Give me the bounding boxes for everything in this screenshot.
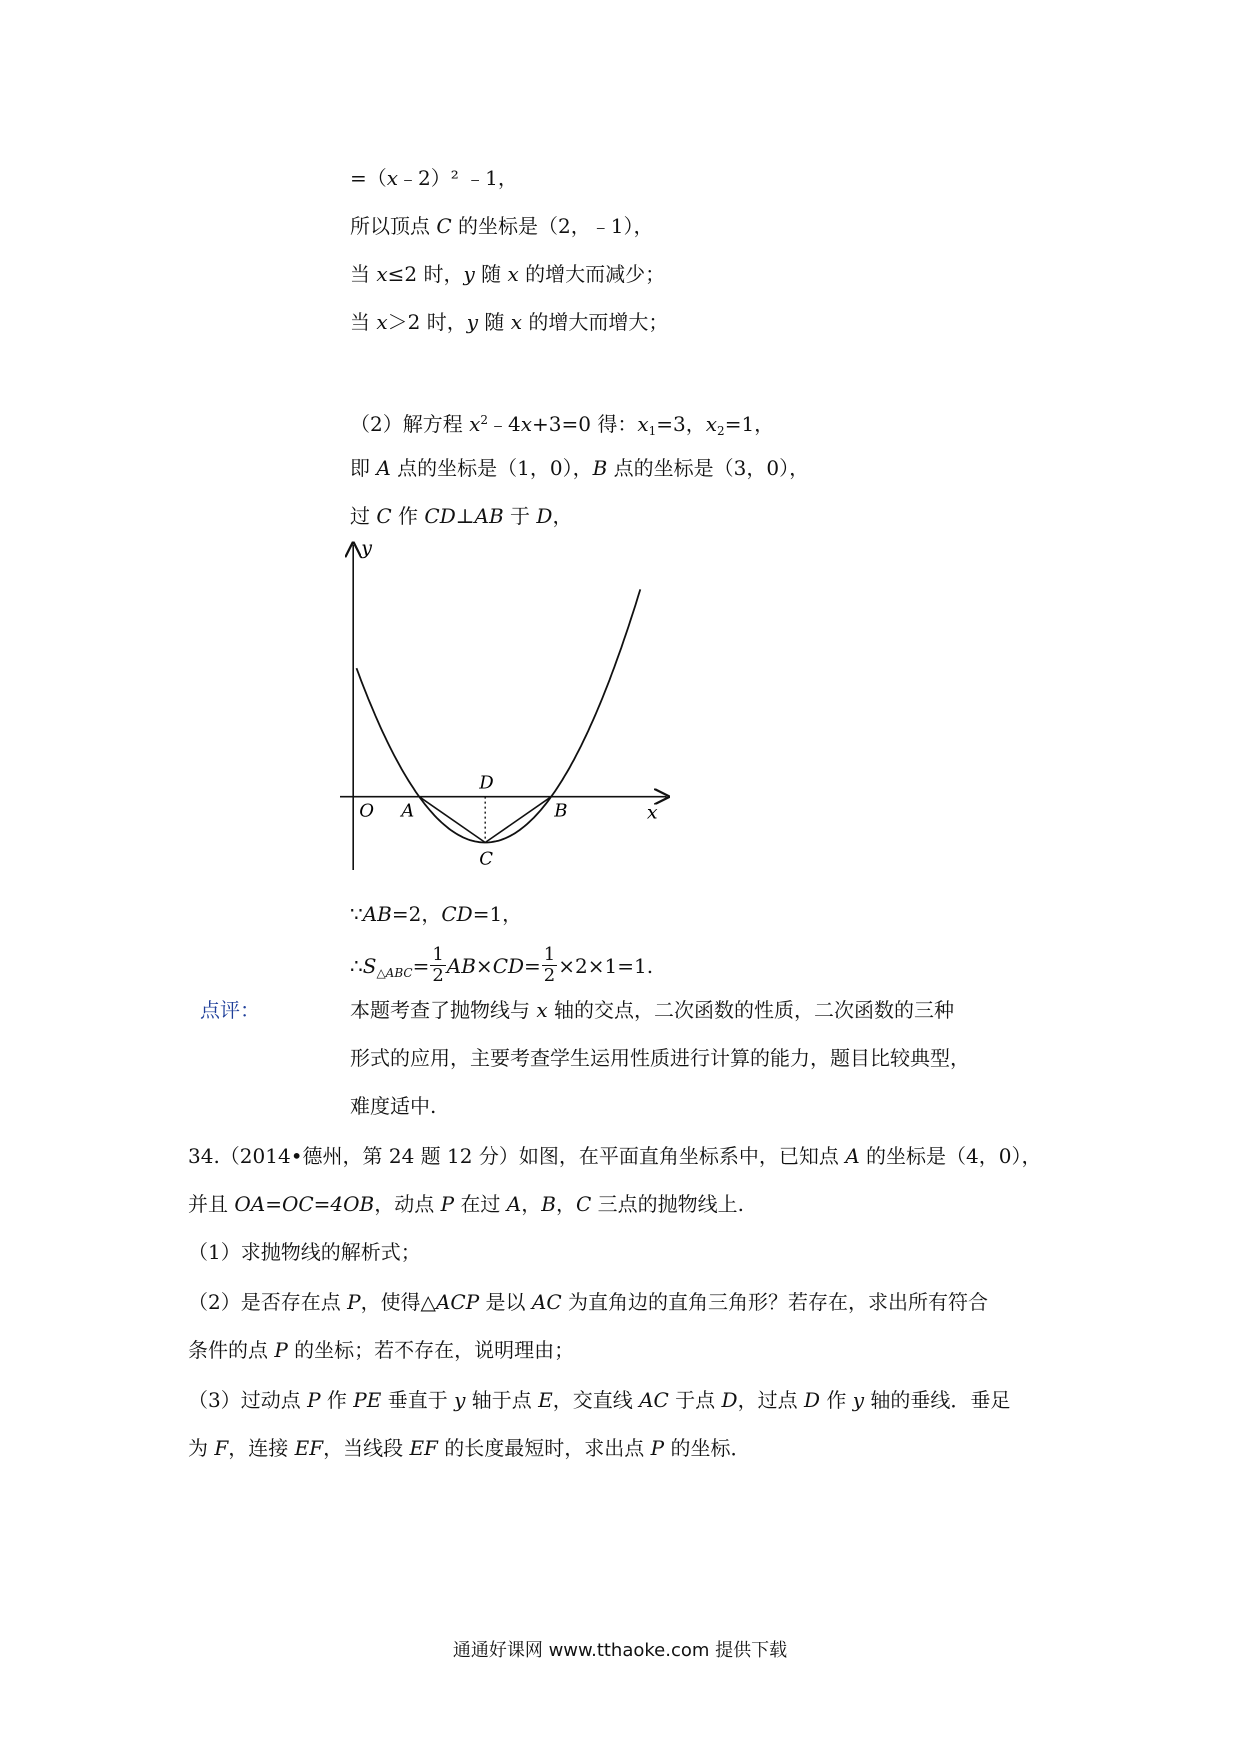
x-axis-label: x: [646, 801, 658, 824]
solution-line-increasing: 当 x＞2 时，y 随 x 的增大而增大；: [350, 310, 669, 334]
question-34-part-1: （1）求抛物线的解析式；: [188, 1240, 421, 1264]
question-34-part-3-cont: 为 F，连接 EF，当线段 EF 的长度最短时，求出点 P 的坐标．: [188, 1436, 751, 1460]
origin-label: O: [359, 800, 374, 822]
fraction-half: $\frac{1}{2}$: [432, 944, 444, 986]
fraction-half-2: $\frac{1}{2}$: [543, 944, 556, 986]
solution-line-vertex: 所以顶点 C 的坐标是（2，﹣1），: [350, 214, 654, 238]
question-34-line-1: 34.（2014•德州，第 24 题 12 分）如图，在平面直角坐标系中，已知点 A 的坐标是（4，0），: [188, 1144, 1042, 1168]
parabola-curve: [357, 589, 641, 842]
solution-line-vertex-form: =（x﹣2）² ﹣1，: [350, 166, 518, 190]
point-d-label: D: [479, 772, 494, 794]
question-34-part-2: （2）是否存在点 P，使得△ACP 是以 AC 为直角边的直角三角形？若存在，求出所有符合: [188, 1290, 988, 1314]
y-axis-label: y: [361, 540, 372, 559]
solution-line-decreasing: 当 x≤2 时，y 随 x 的增大而减少；: [350, 262, 666, 286]
segment-bc: [485, 797, 551, 843]
question-34-part-3: （3）过动点 P 作 PE 垂直于 y 轴于点 E，交直线 AC 于点 D，过点 D 作 y 轴的垂线．垂足: [188, 1388, 1011, 1412]
point-a-label: A: [401, 800, 415, 822]
footer-watermark: 通通好课网 www.tthaoke.com 提供下载: [452, 1640, 788, 1661]
question-34-part-2-cont: 条件的点 P 的坐标；若不存在，说明理由；: [188, 1338, 575, 1362]
solution-line-points-ab: 即 A 点的坐标是（1，0），B 点的坐标是（3，0），: [350, 456, 810, 480]
solution-line-area: $\therefore S_{\triangle ABC}=$ $\frac{1}{2}$ AB×CD= $\frac{1}{2}$ ×2×1=1.: [350, 944, 654, 986]
solution-line-lengths: ∵AB=2，CD=1，: [350, 902, 523, 926]
solution-line-perpendicular: 过 C 作 CD⊥AB 于 D，: [350, 504, 573, 528]
comment-label: 点评：: [200, 998, 260, 1022]
comment-line-3: 难度适中.: [350, 1094, 437, 1118]
question-34-line-2: 并且 OA=OC=4OB，动点 P 在过 A，B，C 三点的抛物线上.: [188, 1192, 744, 1216]
parabola-graph: [340, 540, 670, 870]
segment-ac: [419, 797, 485, 843]
solution-line-solve-equation: （2）解方程 $x^2﹣4x+3=0$ 得：$x_1=3$，$x_2=1$，: [350, 412, 775, 438]
comment-line-2: 形式的应用，主要考查学生运用性质进行计算的能力，题目比较典型，: [350, 1046, 970, 1070]
point-b-label: B: [554, 800, 568, 822]
comment-line-1: 本题考查了抛物线与 x 轴的交点，二次函数的性质，二次函数的三种: [350, 998, 954, 1022]
point-c-label: C: [479, 848, 493, 870]
